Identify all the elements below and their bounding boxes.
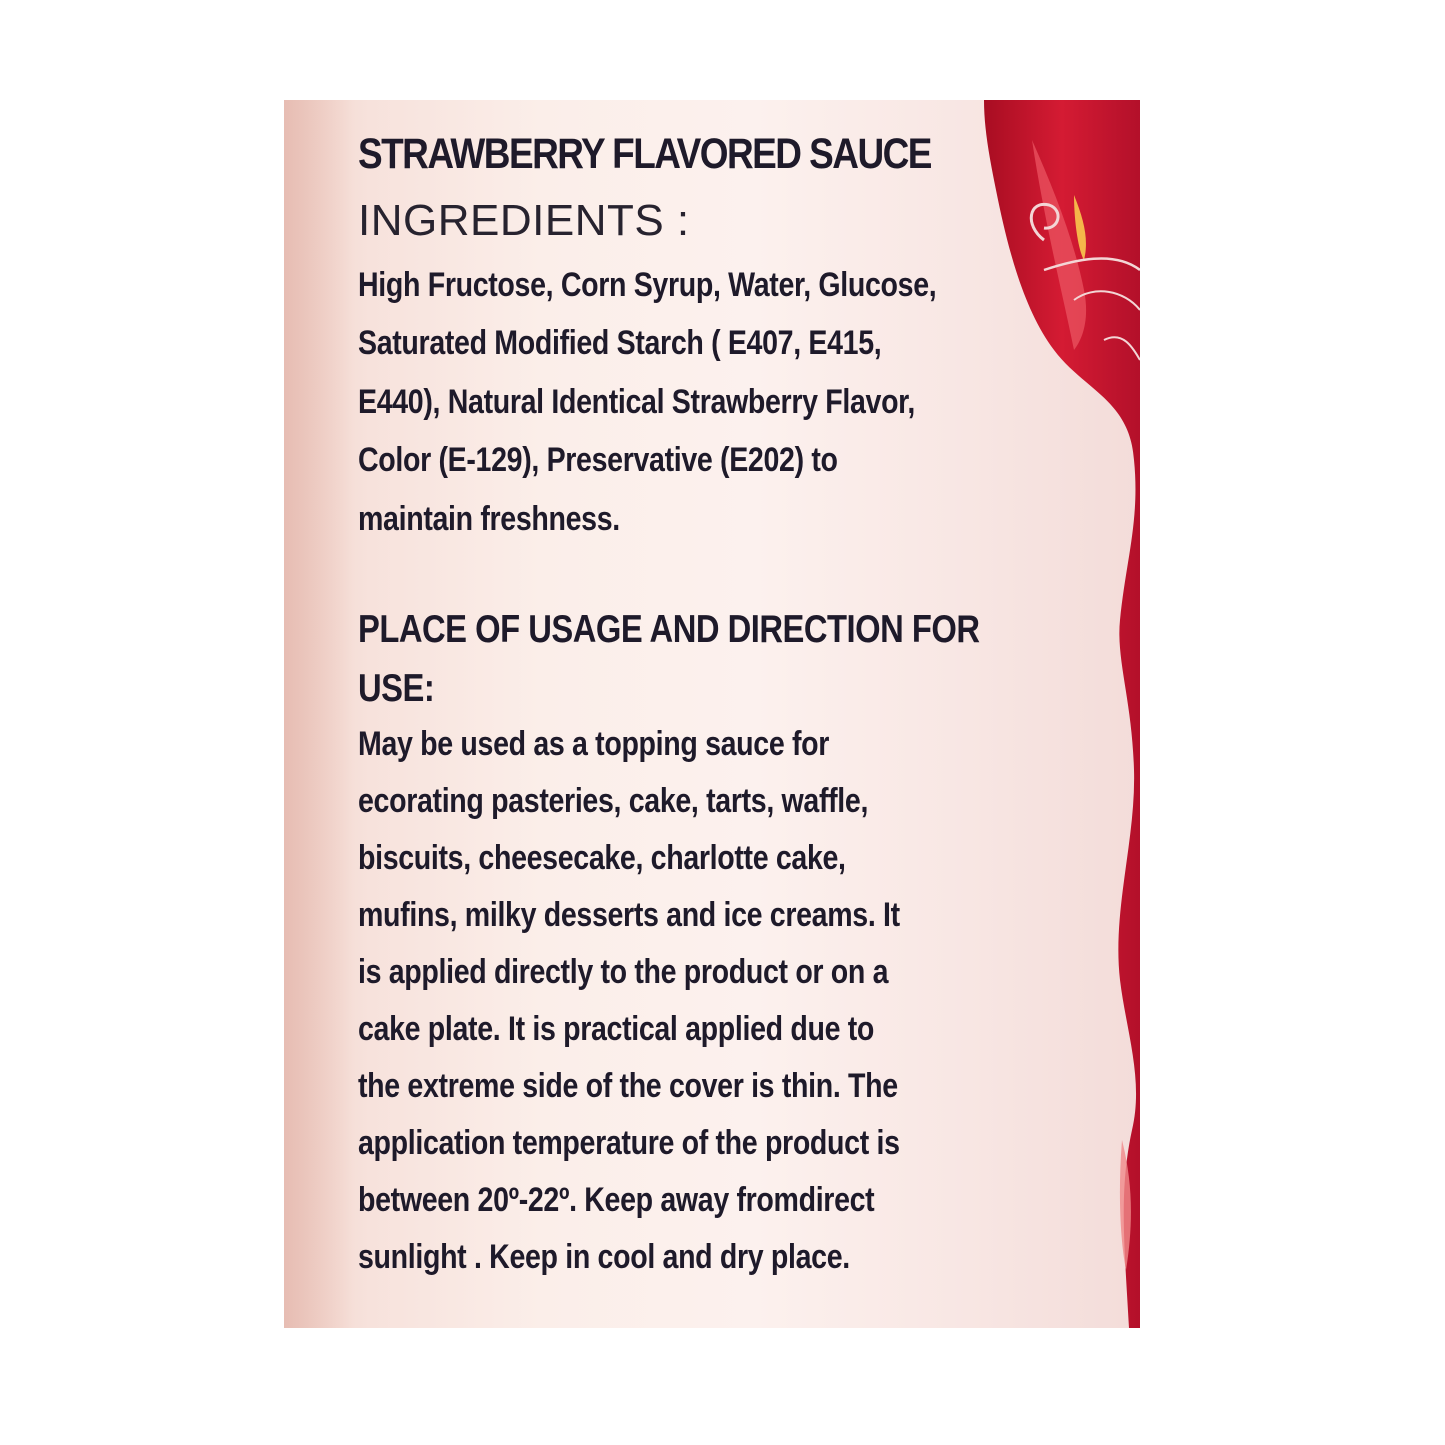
usage-heading-line: PLACE OF USAGE AND DIRECTION FOR	[358, 608, 980, 652]
product-label-photo	[284, 100, 1140, 1328]
usage-heading-line: USE:	[358, 667, 435, 711]
usage-line: the extreme side of the cover is thin. The	[358, 1067, 898, 1106]
ingredients-line: E440), Natural Identical Strawberry Flavor,	[358, 382, 915, 421]
usage-line: sunlight . Keep in cool and dry place.	[358, 1238, 850, 1277]
label-text-block	[358, 120, 1008, 1286]
ingredients-line: High Fructose, Corn Syrup, Water, Glucose,	[358, 266, 937, 304]
usage-line: cake plate. It is practical applied due to	[358, 1010, 875, 1049]
usage-directions	[358, 716, 996, 1286]
usage-line: biscuits, cheesecake, charlotte cake,	[358, 839, 846, 878]
ingredients-list	[358, 256, 996, 548]
ingredients-line: Color (E-129), Preservative (E202) to	[358, 441, 838, 480]
usage-line: ecorating pasteries, cake, tarts, waffle,	[358, 782, 869, 821]
product-name: STRAWBERRY FLAVORED SAUCE	[358, 130, 931, 178]
usage-line: May be used as a topping sauce for	[358, 725, 830, 764]
ingredients-line: Saturated Modified Starch ( E407, E415,	[358, 324, 882, 363]
ingredients-heading: INGREDIENTS :	[358, 196, 690, 245]
usage-line: is applied directly to the product or on a	[358, 953, 889, 992]
ingredients-line: maintain freshness.	[358, 499, 620, 538]
usage-line: mufins, milky desserts and ice creams. It	[358, 896, 900, 935]
usage-line: application temperature of the product is	[358, 1124, 900, 1163]
usage-heading	[358, 600, 996, 718]
usage-line: between 20º-22º. Keep away fromdirect	[358, 1181, 875, 1220]
